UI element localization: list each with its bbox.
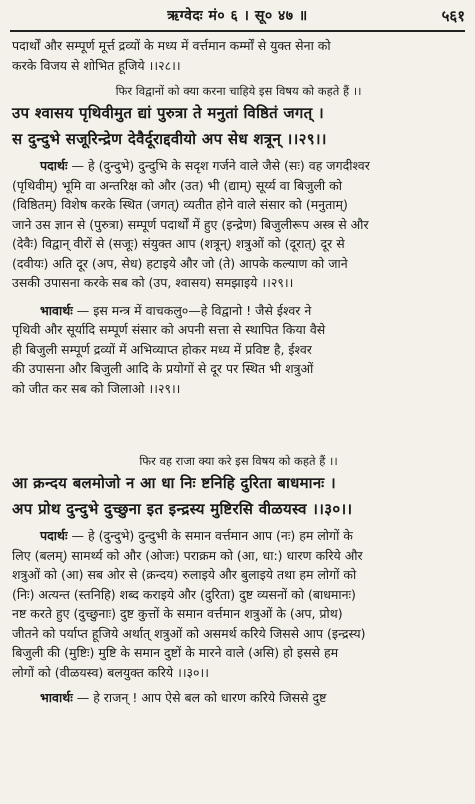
section-intro: फिर वह राजा क्या करे इस विषय को कहते हैं ।। [139, 454, 338, 468]
padartha-label: पदार्थः [40, 158, 68, 173]
page-number: ५६१ [441, 7, 465, 25]
text-line: शत्रुओं को (आ) सब ओर से (क्रन्दय) रुलाइये और बुलाइये तथा हम लोगों को [12, 567, 357, 582]
text-line: इस मन्त्र में वाचकलु०—हे विद्वानो ! जैसे ईश्वर ने [93, 302, 312, 318]
text-line: (विष्ठितम्) विशेष करके स्थित (जगत्) व्यतीत होने वाले संसार को (मनुताम्) [12, 197, 348, 212]
padartha-first-line: पदार्थः — हे (दुन्दुभे) दुन्दुभि के सदृश गर्जने वाले जैसे (सः) वह जगदीश्वर [40, 158, 370, 173]
mantra-line: स दुन्दुभे सजूरिन्द्रेण देवैर्दूराद्दवीयो अप सेध शत्रून् ।।२९।। [12, 130, 327, 148]
text-line: (पृथिवीम्) भूमि वा अन्तरिक्ष को और (उत) भी (द्याम्) सूर्य्य वा बिजुली को [12, 177, 342, 193]
text-line: हे राजन् ! आप ऐसे बल को धारण करिये जिससे दुष्ट [93, 690, 327, 705]
text-line: करके विजय से शोभित हूजिये ।।२८।। [12, 57, 181, 73]
text-line: लोगों को (वीळयस्व) बलयुक्त करिये ।।३०।। [12, 664, 210, 680]
padartha-label: पदार्थः [40, 528, 68, 543]
bhavartha-label: भावार्थः [40, 302, 73, 318]
padartha-block [12, 526, 465, 682]
running-title: ऋग्वेदः मं० ६ । सू० ४७ ॥ [167, 8, 308, 24]
text-line: नष्ट करते हुए (दुच्छुनाः) दुष्ट कुत्तों के समान वर्त्तमान शत्रुओं के (अप, प्रोथ) [12, 606, 343, 621]
text-line: उसकी उपासना करके सब को (उप, श्वासय) समझाइये ।।२९।। [12, 275, 294, 290]
text-line: की उपासना और बिजुली आदि के प्रयोगों से दूर पर स्थित भी शत्रुओं [12, 361, 314, 376]
text-line: को जीत कर सब को जिलाओ ।।२९।। [12, 380, 181, 396]
text-line: बिजुली की (मुष्टिः) मुष्टि के समान दुष्टों के मारने वाले (असि) हो इससे हम [12, 645, 339, 660]
bhavartha-first-line: भावार्थः — हे राजन् ! आप ऐसे बल को धारण करिये जिससे दुष्ट [40, 690, 327, 705]
text-line: ही बिजुली सम्पूर्ण द्रव्यों में अभिव्याप्त होकर मध्य में प्रविष्ट है, ईश्वर [12, 341, 312, 357]
text-line: (दवीयः) अति दूर (अप, सेध) हटाइये और जो (ते) आपके कल्याण को जाने [12, 255, 348, 271]
bhavartha-block [12, 301, 465, 399]
bhavartha-label: भावार्थः [40, 690, 73, 705]
bhavartha-block [12, 688, 465, 708]
padartha-block [12, 156, 465, 293]
text-line: हे (दुन्दुभे) दुन्दुभी के समान वर्त्तमान आप (नः) हम लोगों के [87, 528, 353, 543]
page-header [10, 6, 465, 28]
bhavartha-first-line: भावार्थः — इस मन्त्र में वाचकलु०—हे विद्वानो ! जैसे ईश्वर ने [40, 302, 312, 318]
header-rule [10, 30, 465, 32]
mantra-line: उप श्वासय पृथिवीमुत द्यां पुरुत्रा ते मनुतां विष्ठितं जगत् । [12, 104, 324, 122]
section-intro: फिर विद्वानों को क्या करना चाहिये इस विषय को कहते हैं ।। [115, 84, 362, 98]
mantra-line: अप प्रोथ दुन्दुभे दुच्छुना इत इन्द्रस्य मुष्टिरसि वीळयस्व ।।३०।। [12, 500, 353, 518]
text-line: जाने उस ज्ञान से (पुरुत्रा) सम्पूर्ण पदार्थों में हुए (इन्द्रेण) बिजुलीरूप अस्त्र से और [12, 216, 369, 232]
mantra-line: आ क्रन्दय बलमोजो न आ धा निः ष्टनिहि दुरिता बाधमानः । [12, 474, 336, 492]
section-30 [12, 452, 465, 708]
padartha-first-line: पदार्थः — हे (दुन्दुभे) दुन्दुभी के समान वर्त्तमान आप (नः) हम लोगों के [40, 528, 353, 543]
text-line: लिए (बलम्) सामर्थ्य को और (ओजः) पराक्रम को (आ, धा:) धारण करिये और [12, 547, 363, 563]
text-line: (देवैः) विद्वान् वीरों से (सजूः) संयुक्त आप (शत्रून्) शत्रुओं को (दूरात्) दूर से [12, 236, 345, 251]
text-line: पदार्थों और सम्पूर्ण मूर्त्त द्रव्यों के मध्य में वर्त्तमान कर्म्मों से युक्त सेना को [12, 38, 331, 53]
text-line: (निः) अत्यन्त (स्तनिहि) शब्द कराइये और (दुरिता) दुष्ट व्यसनों को (बाधमानः) [12, 586, 356, 602]
text-line: हे (दुन्दुभे) दुन्दुभि के सदृश गर्जने वाले जैसे (सः) वह जगदीश्वर [87, 158, 370, 173]
text-line: जीतने को पर्याप्त हूजिये अर्थात् शत्रुओं को असमर्थ करिये जिससे आप (इन्द्रस्य) [12, 625, 366, 641]
text-line: पृथिवी और सूर्यादि सम्पूर्ण संसार को अपनी सत्ता से स्थापित किया वैसे [12, 322, 326, 337]
section-29 [12, 82, 465, 398]
previous-verse-ending [12, 36, 465, 75]
